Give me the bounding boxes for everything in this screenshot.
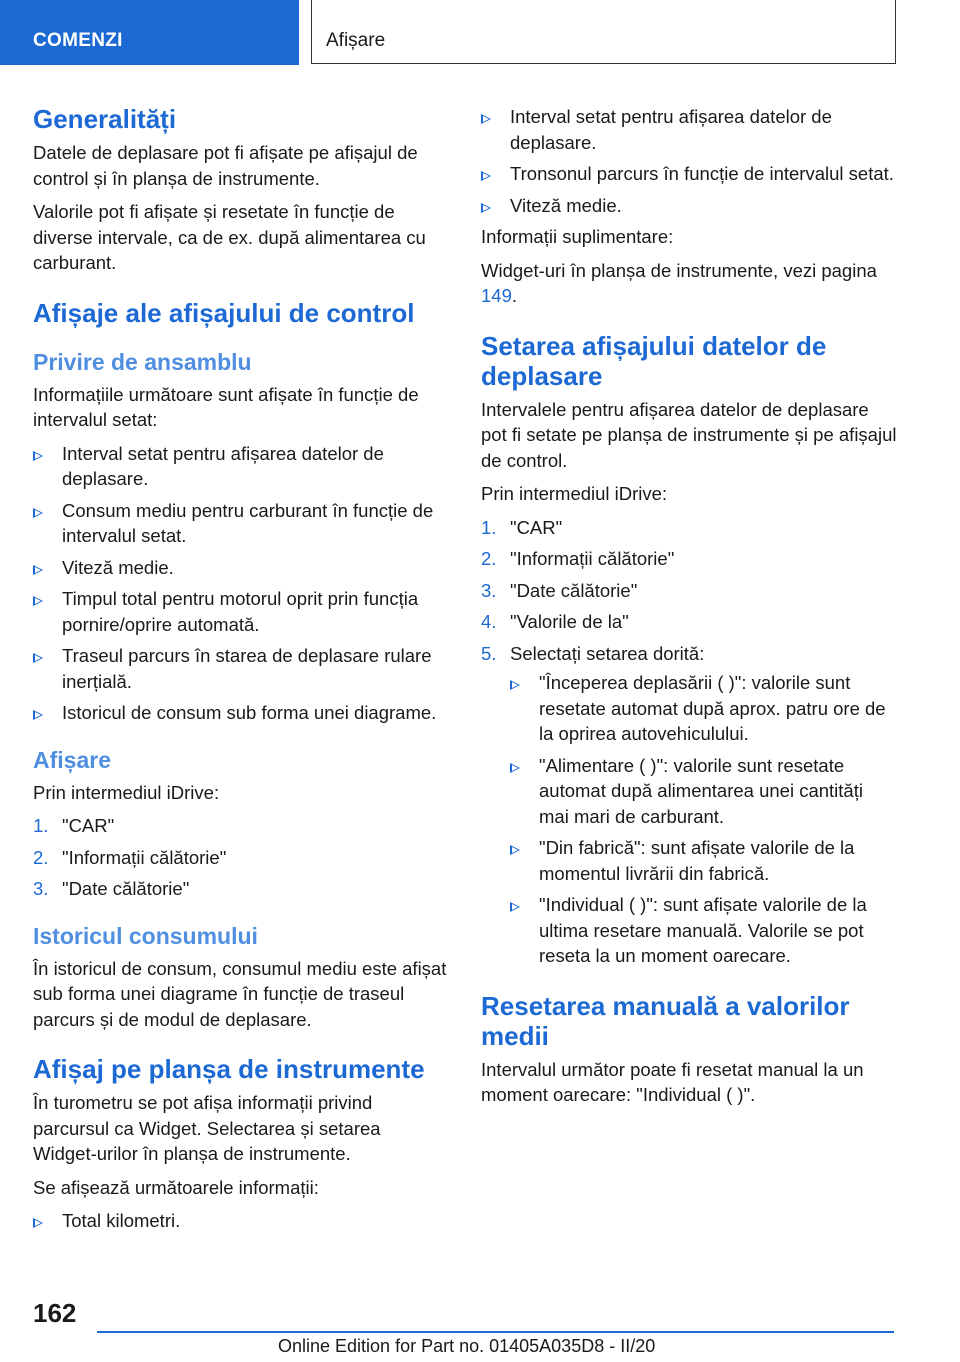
header-section-tab (0, 0, 299, 65)
list-item: 1. "CAR" (33, 813, 448, 839)
paragraph: Prin intermediul iDrive: (481, 483, 668, 504)
triangle-bullet-icon (481, 114, 491, 124)
subheading-istoric: Istoricul consumului (33, 922, 258, 949)
paragraph: Valorile pot fi afișate și resetate în funcție de diverse intervale, ca de ex. după alimentarea cu carburant. (33, 201, 426, 273)
subheading-afisare: Afișare (33, 746, 111, 773)
list-item: Istoricul de consum sub forma unei diagrame. (33, 700, 448, 726)
triangle-bullet-icon (510, 763, 520, 773)
list-item: 4. "Valorile de la" (481, 609, 897, 635)
triangle-bullet-icon (481, 171, 491, 181)
paragraph: Informațiile următoare sunt afișate în funcție de intervalul setat: (33, 383, 419, 430)
info-paragraph: Widget-uri în planșa de instrumente, vezi pagina 149. (481, 259, 877, 306)
list-item: Traseul parcurs în starea de deplasare rulare inerțială. (33, 643, 448, 694)
step-number: 1. (481, 516, 497, 538)
bullet-list (481, 104, 897, 218)
triangle-bullet-icon (33, 451, 43, 461)
triangle-bullet-icon (33, 710, 43, 720)
heading-resetare: Resetarea manuală a valorilor medii (481, 990, 850, 1051)
triangle-bullet-icon (33, 565, 43, 575)
footer-divider (97, 1331, 894, 1333)
option-item: "Din fabrică": sunt afișate valorile de la momentul livrării din fabrică. (510, 835, 897, 886)
list-item: Interval setat pentru afișarea datelor de deplasare. (481, 104, 897, 155)
list-item: Viteză medie. (481, 193, 897, 219)
list-item: 2. "Informații călătorie" (33, 845, 448, 871)
bullet-list (33, 441, 448, 726)
step-number: 5. (481, 642, 497, 664)
triangle-bullet-icon (33, 596, 43, 606)
header-chapter-label: Afișare (326, 30, 386, 51)
list-item: 2. "Informații călătorie" (481, 546, 897, 572)
triangle-bullet-icon (510, 680, 520, 690)
step-number: 1. (33, 815, 49, 836)
paragraph: Datele de deplasare pot fi afișate pe afișajul de control și în planșa de instrumente. (33, 142, 418, 189)
header-section-label: COMENZI (33, 30, 123, 51)
bullet-list (33, 1208, 448, 1234)
option-item: "Alimentare ( )": valorile sunt resetate automat după alimentarea unei cantități mai mari de carburant. (510, 753, 897, 830)
step-number: 2. (33, 846, 49, 868)
list-item: 1. "CAR" (481, 515, 897, 541)
paragraph: Intervalele pentru afișarea datelor de deplasare pot fi setate pe planșa de instrumente și pe afișajul de control. (481, 398, 897, 471)
left-column (33, 100, 448, 1240)
subheading-privire: Privire de ansamblu (33, 348, 252, 375)
step-number: 3. (33, 878, 49, 899)
list-item: Tronsonul parcurs în funcție de intervalul setat. (481, 161, 897, 187)
heading-generalitati: Generalități (33, 104, 177, 134)
info-label: Informații suplimentare: (481, 226, 674, 247)
triangle-bullet-icon (33, 1218, 43, 1228)
heading-setarea: Setarea afișajului datelor de deplasare (481, 330, 827, 391)
step-number: 4. (481, 611, 497, 632)
triangle-bullet-icon (510, 845, 520, 855)
list-item: Interval setat pentru afișarea datelor de deplasare. (33, 441, 448, 492)
list-item: Total kilometri. (33, 1208, 448, 1234)
page-link[interactable]: 149 (481, 285, 512, 306)
options-list (510, 670, 897, 969)
option-item: "Individual ( )": sunt afișate valorile de la ultima resetare manuală. Valorile se pot reseta la un moment oarecare. (510, 892, 897, 969)
triangle-bullet-icon (33, 508, 43, 518)
paragraph: Intervalul următor poate fi resetat manual la un moment oarecare: "Individual ( )". (481, 1058, 864, 1105)
triangle-bullet-icon (510, 902, 520, 912)
step-number: 3. (481, 579, 497, 601)
list-item: Consum mediu pentru carburant în funcție de intervalul setat. (33, 498, 448, 549)
numbered-list (481, 515, 897, 969)
list-item: Viteză medie. (33, 555, 448, 581)
step-number: 2. (481, 548, 497, 569)
paragraph: În istoricul de consum, consumul mediu este afișat sub forma unei diagrame în funcție de traseul parcurs și de modul de deplasare. (33, 957, 447, 1030)
heading-plansa: Afișaj pe planșa de instrumente (33, 1054, 425, 1084)
triangle-bullet-icon (481, 203, 491, 213)
list-item: 3. "Date călătorie" (481, 578, 897, 604)
list-item: Timpul total pentru motorul oprit prin funcția pornire/oprire automată. (33, 586, 448, 637)
paragraph: În turometru se pot afișa informații privind parcursul ca Widget. Selectarea și setarea Widget-urilor în planșa de instrumente. (33, 1092, 381, 1164)
right-column (481, 100, 897, 1116)
footer-edition: Online Edition for Part no. 01405A035D8 - II/20 (278, 1336, 656, 1356)
option-item: "Începerea deplasării ( )": valorile sunt resetate automat după aprox. patru ore de la oprirea autovehiculului. (510, 670, 897, 747)
list-item: 5. Selectați setarea dorită: "Începerea deplasării ( )": valorile sunt resetate automat după aprox. patru ore de la oprirea autovehiculului. "Alimentare ( )": valorile sunt resetate automat după alimentarea unei cantități mai mari de carburant. "Din fabrică": sunt afișate valorile de la momentul livrării din fabrică. "Individual ( )": sunt afișate valorile de la ultima resetare manuală. Valorile se pot reseta la un moment oarecare. (481, 641, 897, 969)
paragraph: Prin intermediul iDrive: (33, 781, 220, 803)
header-chapter-box (311, 0, 896, 64)
list-item: 3. "Date călătorie" (33, 876, 448, 902)
triangle-bullet-icon (33, 653, 43, 663)
heading-afisaje-control: Afișaje ale afișajului de control (33, 297, 415, 328)
paragraph: Se afișează următoarele informații: (33, 1176, 319, 1198)
page-number: 162 (33, 1298, 77, 1328)
numbered-list (33, 813, 448, 902)
